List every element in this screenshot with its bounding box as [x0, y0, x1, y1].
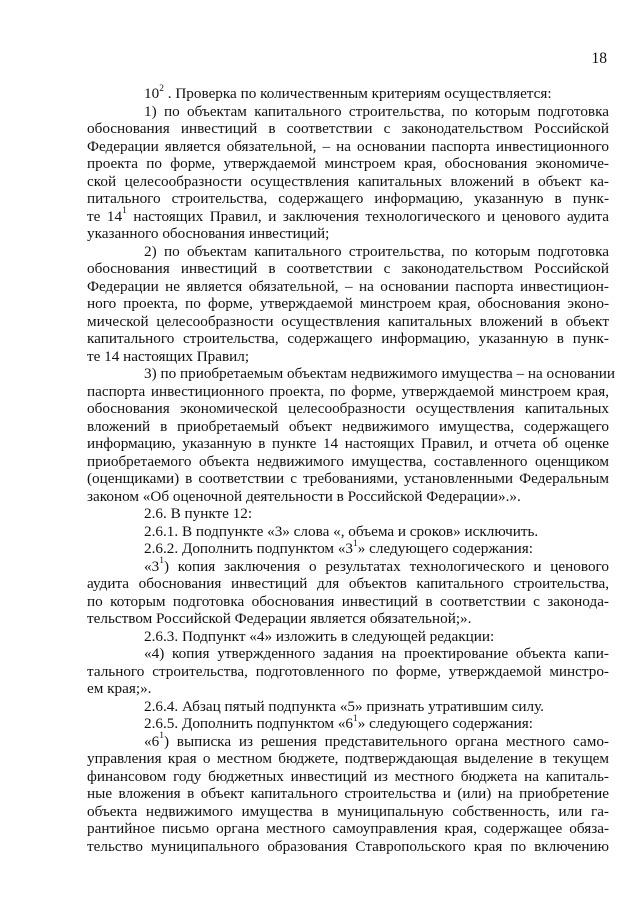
text-line: 2) по объектам капитального строительства, по которым подготовка — [144, 242, 609, 260]
text-line: питального строительства, содержащего информацию, указанную в пунк- — [87, 190, 609, 207]
text-line: 1) по объектам капитального строительства, по которым подготовка — [144, 102, 609, 120]
page-number: 18 — [591, 50, 607, 67]
text-line: указанного обоснования инвестиций; — [87, 225, 330, 242]
text-line: обоснования инвестиций в соответствии с законодательством Российской — [87, 260, 609, 277]
text-line: те 14 настоящих Правил; — [87, 347, 250, 365]
text-line: тельством Российской Федерации является обязательной;». — [87, 610, 472, 627]
text-line: те $14^1$ настоящих Правил, и заключения технологического и ценового аудита — [87, 206, 609, 225]
text-line: приобретаемого объекта недвижимого имущества, составленного оценщиком — [87, 452, 609, 470]
text-line: мической целесообразности осуществления капитальных вложений в объект — [87, 312, 609, 330]
text-line: «4) копия утвержденного задания на проектирование объекта капи- — [144, 645, 609, 662]
text-line: аудита обоснования инвестиций для объектов капитального строительства, — [87, 575, 609, 592]
text-line: 2.6.4. Абзац пятый подпункта «5» признать утратившим силу. — [144, 697, 544, 715]
text-line: обоснования экономической целесообразности осуществления капитальных — [87, 400, 609, 417]
text-line: «$6^1$) выписка из решения представительного органа местного само- — [144, 731, 609, 750]
text-line: Федерации не является обязательной, – на основании паспорта инвестицион- — [87, 277, 609, 295]
text-line: ем края;». — [87, 680, 152, 697]
text-line: ской целесообразности осуществления капитальных вложений в объект ка- — [87, 172, 609, 190]
text-line: законом «Об оценочной деятельности в Российской Федерации».». — [87, 487, 521, 505]
text-line: тального строительства, подготовленного по форме, утверждаемой минстро- — [87, 662, 609, 680]
document-body — [87, 83, 616, 855]
text-line: информацию, указанную в пункте 14 настоящих Правил, и отчета об оценке — [87, 435, 609, 452]
text-line: объекта недвижимого имущества в муниципальную собственность, или га- — [87, 802, 609, 820]
text-line: 2.6.5. Дополнить подпунктом «$6^1$» следующего содержания: — [144, 713, 534, 732]
text-line: паспорта инвестиционного проекта, по форме, утверждаемой минстроем края, — [87, 382, 609, 400]
text-line: тельство муниципального образования Ставропольского края по включению — [87, 837, 609, 855]
text-line: управления края о местном бюджете, подтверждающая выделение в текущем — [87, 750, 609, 767]
text-line: по которым подготовка обоснования инвестиций в соответствии с законода- — [87, 592, 609, 610]
text-line: проекта по форме, утверждаемой минстроем края, обоснования экономиче- — [87, 155, 609, 172]
text-line: 2.6.3. Подпункт «4» изложить в следующей редакции: — [144, 627, 495, 645]
text-line: Федерации является обязательной, – на основании паспорта инвестиционного — [87, 137, 609, 155]
text-line: 2.6. В пункте 12: — [144, 505, 253, 522]
text-line: капитального строительства, содержащего информацию, указанную в пунк- — [87, 330, 609, 347]
text-line: «$3^1$) копия заключения о результатах технологического и ценового — [144, 556, 609, 575]
text-line: вложений в приобретаемый объект недвижимого имущества, содержащего — [87, 417, 609, 435]
text-line: обоснования инвестиций в соответствии с законодательством Российской — [87, 120, 609, 137]
text-line: $10^2$ . Проверка по количественным критериям осуществляется: — [144, 83, 552, 102]
text-line: 2.6.1. В подпункте «3» слова «, объема и сроков» исключить. — [144, 522, 539, 540]
text-line: 3) по приобретаемым объектам недвижимого имущества – на основании — [144, 365, 616, 382]
text-line: 2.6.2. Дополнить подпунктом «$3^1$» следующего содержания: — [144, 538, 534, 557]
text-line: финансовом году бюджетных инвестиций из местного бюджета на капиталь- — [87, 767, 609, 785]
text-line: ного проекта, по форме, утверждаемой минстроем края, обоснования эконо- — [87, 295, 609, 312]
text-line: (оценщиками) в соответствии с требованиями, установленными Федеральным — [87, 470, 609, 487]
text-line: ные вложения в объект капитального строительства и (или) на приобретение — [87, 785, 609, 802]
text-line: рантийное письмо органа местного самоуправления края, содержащее обяза- — [87, 820, 609, 837]
